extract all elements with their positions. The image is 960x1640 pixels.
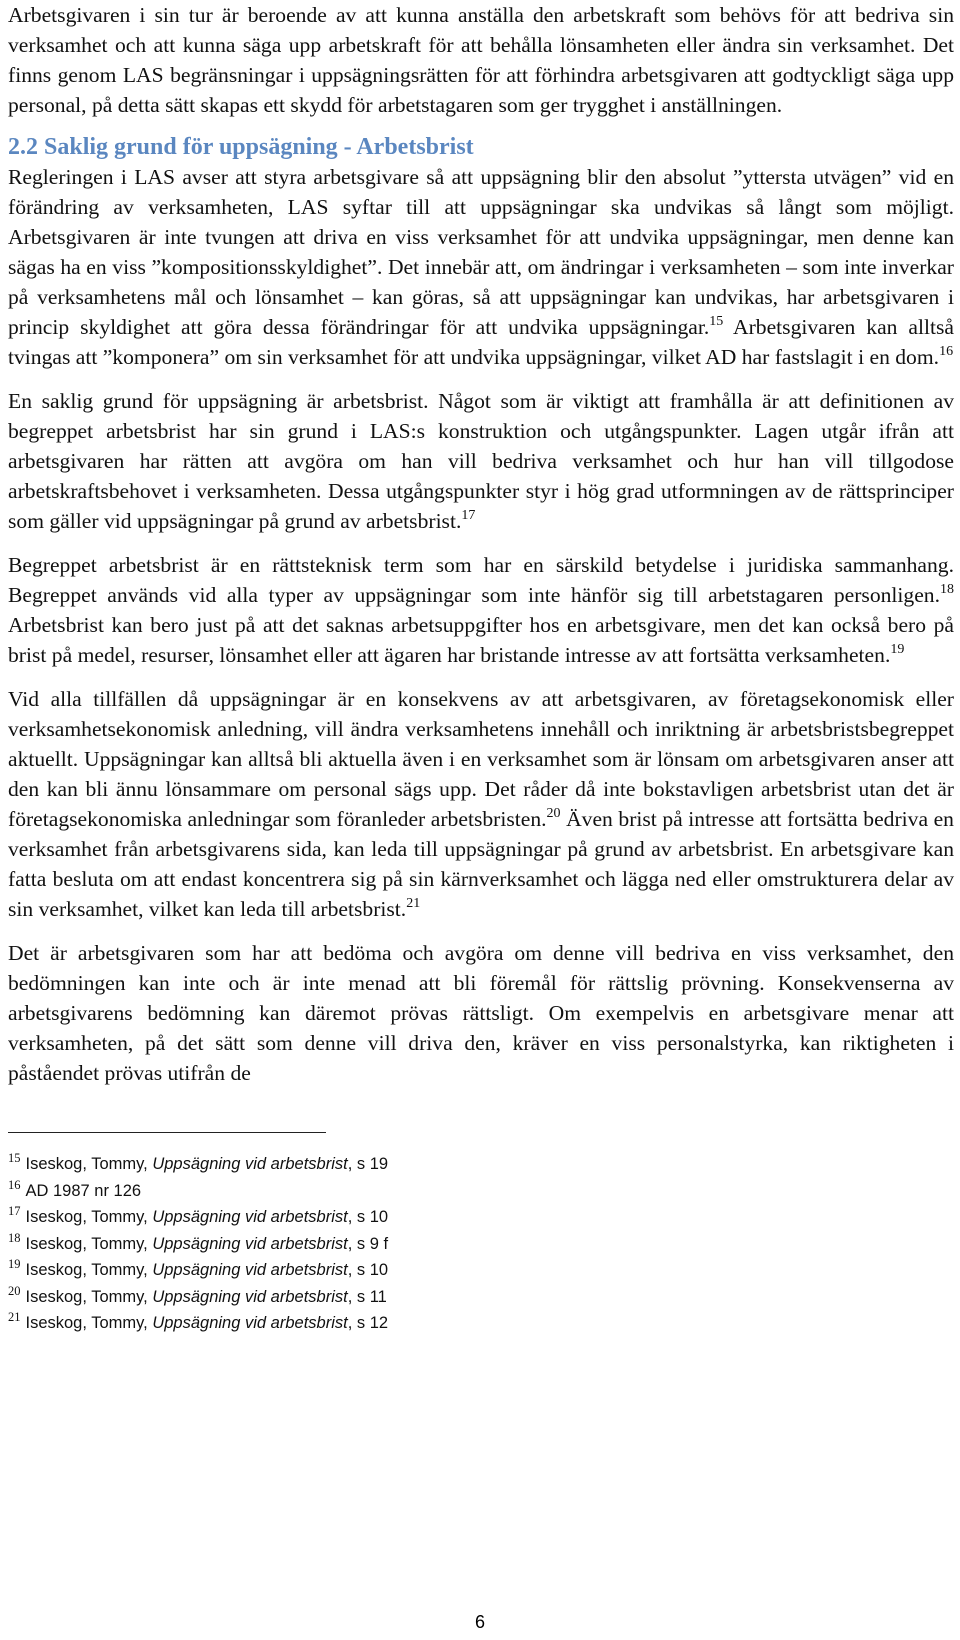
paragraph-bedomning: Det är arbetsgivaren som har att bedöma och avgöra om denne vill bedriva en viss verksamhet, den bedömningen kan inte och är inte menad att bli föremål för rättslig prövning. Konsekvenserna av arbetsgivarens bedömning kan däremot prövas rättsligt. Om exempelvis en arbetsgivare menar att verksamheten, på det sätt som denne vill driva den, kräver en viss personalstyrka, kan riktigheten i påståendet prövas utifrån de (8, 941, 954, 1085)
paragraph-saklig-grund: En saklig grund för uppsägning är arbetsbrist. Något som är viktigt att framhålla är att definitionen av begreppet arbetsbrist har sin grund i LAS:s konstruktion och utgångspunkter. Lagen utgår ifrån att arbetsgivaren har rätten att avgöra om han vill bedriva verksamhet och hur han vill tillgodose arbetskraftsbehovet i verksamheten. Dessa utgångspunkter styr i hög grad utformningen av de rättsprinciper som gäller vid uppsägningar på grund av arbetsbrist.$^{17}$ (8, 389, 954, 533)
footnote-ref: 18 (940, 582, 954, 597)
footnote-divider (8, 1132, 326, 1133)
footnote-ref: 15 (709, 314, 724, 329)
paragraph-begreppet: Begreppet arbetsbrist är en rättsteknisk term som har en särskild betydelse i juridiska sammanhang. Begreppet används vid alla typer av uppsägningar som inte hänför sig till arbetstagaren personligen.$^{18}$ Arbetsbrist kan bero just på att det saknas arbetsuppgifter hos en arbetsgivare, men det kan också bero på brist på medel, resurser, lönsamhet eller att ägaren har bristande intresse av att fortsätta verksamheten.$^{19}$ (8, 553, 954, 667)
footnote: $^{19}$ Iseskog, Tommy, Uppsägning vid arbetsbrist, s 10 (8, 1257, 389, 1279)
footnote: $^{18}$ Iseskog, Tommy, Uppsägning vid arbetsbrist, s 9 f (8, 1230, 389, 1253)
footnote-ref: 17 (461, 508, 476, 523)
footnote: $^{16}$ AD 1987 nr 126 (8, 1177, 142, 1200)
paragraph-regleringen: Regleringen i LAS avser att styra arbetsgivare så att uppsägning blir den absolut ”yttersta utvägen” vid en förändring av verksamheten, LAS syftar till att uppsägningar ska undvikas så långt som möjligt. Arbetsgivaren är inte tvungen att driva en viss verksamhet för att undvika uppsägningar, men denne kan sägas ha en viss ”kompositionsskyldighet”. Det innebär att, om ändringar i verksamheten – som inte inverkar på verksamhetens mål och lönsamhet – kan göras, så att uppsägningar kan undvikas, har arbetsgivaren i princip skyldighet att göra dessa förändringar för att undvika uppsägningar.$^{15}$ Arbetsgivaren kan alltså tvingas att ”komponera” om sin verksamhet för att undvika uppsägningar, vilket AD har fastslagit i en dom.$^{16}$ (8, 165, 954, 369)
footnote-ref: 16 (939, 344, 954, 359)
footnote: $^{21}$ Iseskog, Tommy, Uppsägning vid arbetsbrist, s 12 (8, 1310, 389, 1332)
footnote: $^{17}$ Iseskog, Tommy, Uppsägning vid arbetsbrist, s 10 (8, 1204, 389, 1226)
section-heading: 2.2 Saklig grund för uppsägning - Arbetsbrist (8, 134, 474, 160)
paragraph-vid-alla-tillfallen: Vid alla tillfällen då uppsägningar är en konsekvens av att arbetsgivaren, av företagsekonomisk eller verksamhetsekonomisk anledning, vill ändra verksamhetens innehåll och inriktning är arbetsbristsbegreppet aktuellt. Uppsägningar kan alltså bli aktuella även i en verksamhet som är lönsam om arbetsgivaren anser att den kan bli ännu lönsammare om personal sägs upp. Det råder då inte bokstavligen arbetsbrist utan det är företagsekonomiska anledningar som föranleder arbetsbristen.$^{20}$ Även brist på intresse att fortsätta bedriva en verksamhet från arbetsgivarens sida, kan leda till uppsägningar på grund av arbetsbrist. En arbetsgivare kan fatta besluta om att endast koncentrera sig på sin kärnverksamhet och lägga ned eller omstrukturera delar av sin verksamhet, vilket kan leda till arbetsbrist.$^{21}$ (8, 687, 954, 921)
footnote: $^{15}$ Iseskog, Tommy, Uppsägning vid arbetsbrist, s 19 (8, 1151, 389, 1173)
footnote-ref: 20 (546, 806, 561, 821)
footnotes (8, 1151, 954, 1337)
paragraph-intro: Arbetsgivaren i sin tur är beroende av att kunna anställa den arbetskraft som behövs för att bedriva sin verksamhet och att kunna säga upp arbetskraft för att behålla lönsamheten eller ändra sin verksamhet. Det finns genom LAS begränsningar i uppsägningsrätten för att förhindra arbetsgivaren att godtyckligt säga upp personal, på detta sätt skapas ett skydd för arbetstagaren som ger trygghet i anställningen. (8, 3, 954, 117)
page-number: 6 (474, 1612, 485, 1632)
footnote-ref: 19 (890, 642, 905, 657)
footnote-ref: 21 (406, 896, 421, 911)
footnote: $^{20}$ Iseskog, Tommy, Uppsägning vid arbetsbrist, s 11 (8, 1283, 387, 1306)
document-page (8, 0, 954, 1337)
